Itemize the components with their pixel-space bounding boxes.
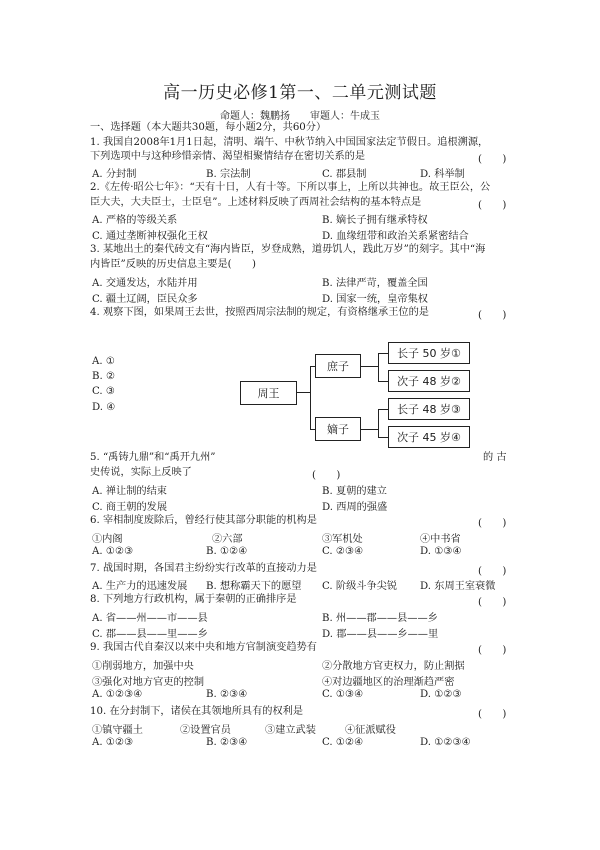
q2-answer-blank[interactable]: ( ) (478, 200, 507, 211)
q6-option-a[interactable]: A. ①②③ (92, 546, 134, 557)
q9-option-b[interactable]: B. ②③④ (206, 689, 248, 700)
q5-option-a[interactable]: A. 禅让制的结束 (92, 486, 167, 497)
q7-stem-line1: 7. 战国时期，各国君主纷纷实行改革的直接动力是 (90, 563, 317, 574)
q6-item-2: ②六部 (212, 534, 243, 545)
q4-stem-line1: 4. 观察下图，如果周王去世，按照西周宗法制的规定，有资格继承王位的是 (90, 307, 429, 318)
q6-item-3: ③军机处 (322, 534, 363, 545)
q6-answer-blank[interactable]: ( ) (478, 518, 507, 529)
author-byline: 命题人：魏鹏扬 审题人：牛成玉 (220, 111, 380, 122)
q2-option-a[interactable]: A. 严格的等级关系 (92, 215, 178, 226)
q9-item-1: ①削弱地方，加强中央 (92, 661, 194, 672)
q9-item-2: ②分散地方官吏权力，防止割据 (322, 661, 465, 672)
q5-stem-line1: 5. “禹铸九鼎”和“禹开九州” (90, 452, 216, 463)
q5-option-b[interactable]: B. 夏朝的建立 (322, 486, 387, 497)
q9-item-3: ③强化对地方官吏的控制 (92, 677, 205, 688)
q7-option-c[interactable]: C. 阶级斗争尖锐 (322, 581, 398, 592)
q2-stem-line1: 2.《左传·昭公七年》：“天有十日，人有十等。下所以事上，上所以共神也。故王臣公，公 (90, 182, 491, 193)
q4-option-a[interactable]: A. ① (92, 356, 115, 367)
q4-option-c[interactable]: C. ③ (92, 386, 116, 397)
q3-option-a[interactable]: A. 交通发达，水陆并用 (92, 278, 198, 289)
q10-item-3: ③建立武装 (265, 725, 316, 736)
page-title: 高一历史必修1第一、二单元测试题 (163, 83, 437, 103)
q6-stem-line1: 6. 宰相制度废除后，曾经行使其部分职能的机构是 (90, 515, 317, 526)
q8-answer-blank[interactable]: ( ) (478, 597, 507, 608)
diagram-connector (297, 392, 310, 393)
q10-option-a[interactable]: A. ①②③ (92, 737, 134, 748)
q9-answer-blank[interactable]: ( ) (478, 645, 507, 656)
q10-option-b[interactable]: B. ②③④ (206, 737, 248, 748)
q3-stem-line1: 3. 某地出土的秦代砖文有“海内皆臣，岁登成熟，道毋饥人，践此万岁”的刻字。其中“海 (90, 244, 486, 255)
q6-option-c[interactable]: C. ②③④ (322, 546, 364, 557)
diagram-connector (378, 437, 388, 438)
q7-option-d[interactable]: D. 东周王室衰微 (420, 581, 496, 592)
q8-option-c[interactable]: C. 郡——县——里——乡 (92, 629, 208, 640)
q9-option-a[interactable]: A. ①②③④ (92, 689, 143, 700)
diagram-connector (378, 353, 388, 354)
diagram-concubine-son-box: 庶子 (315, 354, 361, 378)
q8-option-b[interactable]: B. 州——郡——县——乡 (322, 613, 438, 624)
q3-stem-line2: 内皆臣”反映的历史信息主要是( ) (90, 259, 256, 270)
q2-option-c[interactable]: C. 通过垄断神权强化王权 (92, 231, 208, 242)
q1-option-b[interactable]: B. 宗法制 (206, 169, 251, 180)
diagram-connector (378, 409, 379, 437)
q8-option-d[interactable]: D. 郡——县——乡——里 (322, 629, 439, 640)
q10-item-4: ④征派赋役 (345, 725, 396, 736)
q10-item-2: ②设置官员 (180, 725, 231, 736)
q10-option-d[interactable]: D. ①②③④ (420, 737, 471, 748)
diagram-connector (310, 366, 311, 429)
q1-option-d[interactable]: D. 科举制 (420, 169, 465, 180)
diagram-connector (378, 409, 388, 410)
diagram-connector (378, 381, 388, 382)
q7-option-b[interactable]: B. 想称霸天下的愿望 (206, 581, 302, 592)
q5-stem-line2: 史传说，实际上反映了 (90, 467, 192, 478)
q4-option-d[interactable]: D. ④ (92, 402, 116, 413)
q8-option-a[interactable]: A. 省——州——市——县 (92, 613, 208, 624)
q10-answer-blank[interactable]: ( ) (478, 709, 507, 720)
q4-answer-blank[interactable]: ( ) (478, 310, 507, 321)
q5-option-d[interactable]: D. 西周的强盛 (322, 502, 388, 513)
q3-option-d[interactable]: D. 国家一统，皇帝集权 (322, 294, 428, 305)
q3-option-b[interactable]: B. 法律严苛，覆盖全国 (322, 278, 428, 289)
section-heading: 一、选择题（本大题共30题，每小题2分，共60分） (90, 122, 327, 133)
q6-option-b[interactable]: B. ①②④ (206, 546, 248, 557)
q2-option-b[interactable]: B. 嫡长子拥有继承特权 (322, 215, 428, 226)
diagram-connector (361, 366, 378, 367)
diagram-child-3: 长子 48 岁③ (388, 398, 470, 420)
diagram-connector (361, 429, 378, 430)
q5-option-c[interactable]: C. 商王朝的发展 (92, 502, 168, 513)
diagram-legitimate-son-box: 嫡子 (315, 417, 361, 441)
diagram-child-4: 次子 45 岁④ (388, 426, 470, 448)
q1-stem-line1: 1. 我国自2008年1月1日起，清明、端午、中秋节纳入中国国家法定节假日。追根溯源， (90, 137, 489, 148)
q9-option-c[interactable]: C. ①③④ (322, 689, 364, 700)
q6-option-d[interactable]: D. ①③④ (420, 546, 462, 557)
q2-stem-line2: 臣大夫，大夫臣士，士臣皂”。上述材料反映了西周社会结构的基本特点是 (90, 197, 422, 208)
q5-stem-line1-end: 的 古 (483, 452, 507, 463)
q8-stem-line1: 8. 下列地方行政机构，属于秦朝的正确排序是 (90, 594, 297, 605)
q9-option-d[interactable]: D. ①②③ (420, 689, 462, 700)
q3-option-c[interactable]: C. 疆土辽阔，臣民众多 (92, 294, 198, 305)
q7-option-a[interactable]: A. 生产力的迅速发展 (92, 581, 188, 592)
diagram-king-box: 周王 (240, 381, 297, 405)
diagram-child-1: 长子 50 岁① (388, 342, 470, 364)
q10-option-c[interactable]: C. ①②④ (322, 737, 364, 748)
q1-stem-line2: 下列选项中与这种珍惜亲情、渴望相聚情结存在密切关系的是 (90, 151, 366, 162)
q2-option-d[interactable]: D. 血缘纽带和政治关系紧密结合 (322, 231, 469, 242)
q10-stem-line1: 10. 在分封制下，诸侯在其领地所具有的权利是 (90, 706, 304, 717)
diagram-child-2: 次子 48 岁② (388, 370, 470, 392)
q6-item-4: ④中书省 (420, 534, 461, 545)
q5-answer-blank[interactable]: ( ) (312, 470, 341, 481)
q4-option-b[interactable]: B. ② (92, 371, 116, 382)
q9-stem-line1: 9. 我国古代自秦汉以来中央和地方官制演变趋势有 (90, 642, 317, 653)
q7-answer-blank[interactable]: ( ) (478, 566, 507, 577)
q9-item-4: ④对边疆地区的治理渐趋严密 (322, 677, 455, 688)
q1-option-a[interactable]: A. 分封制 (92, 169, 137, 180)
q1-option-c[interactable]: C. 郡县制 (322, 169, 367, 180)
q6-item-1: ①内阁 (92, 534, 123, 545)
q10-item-1: ①镇守疆土 (92, 725, 143, 736)
q1-answer-blank[interactable]: ( ) (478, 154, 507, 165)
diagram-connector (378, 353, 379, 381)
